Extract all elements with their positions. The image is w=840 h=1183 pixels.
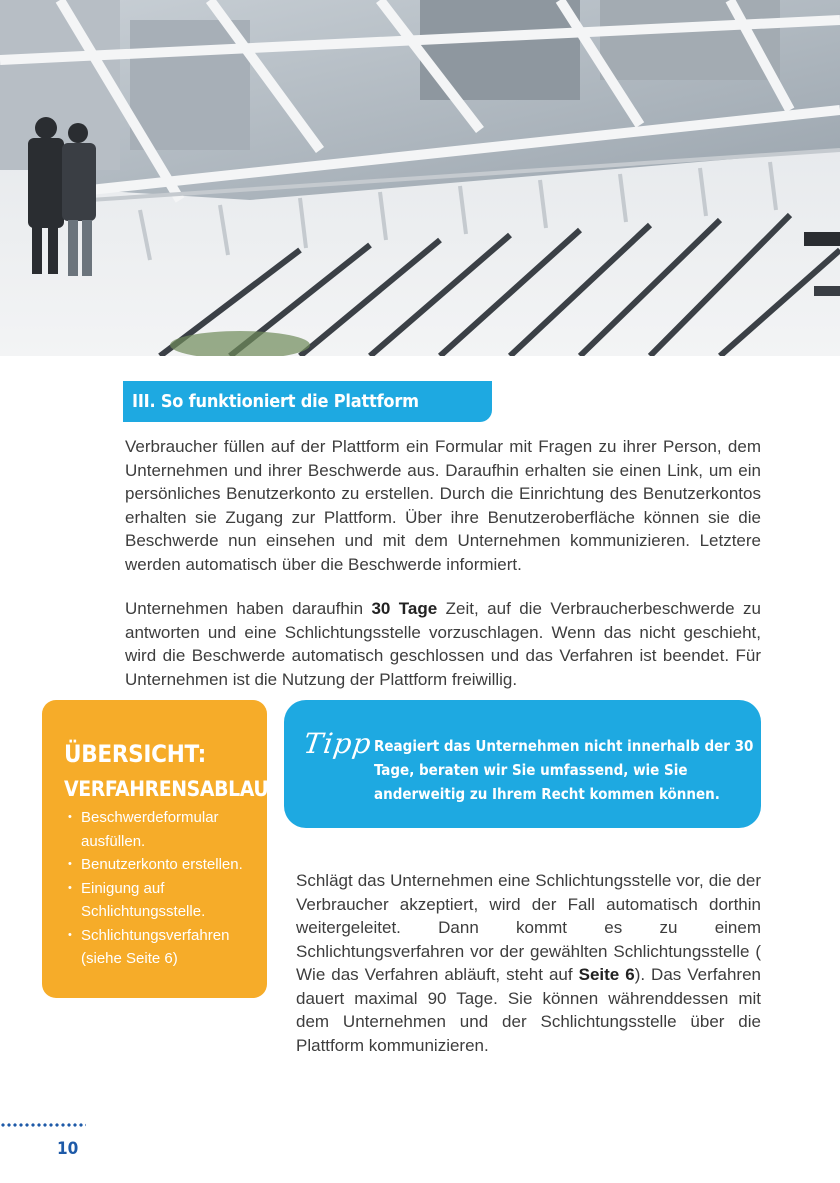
list-item: • Beschwerdeformular ausfüllen. bbox=[68, 806, 258, 853]
overview-box bbox=[42, 700, 281, 998]
overview-title: ÜBERSICHT: bbox=[64, 740, 206, 768]
hero-photo-illustration bbox=[0, 0, 840, 356]
tip-label: Tipp bbox=[301, 727, 374, 760]
list-item: • Benutzerkonto erstellen. bbox=[68, 853, 258, 877]
section-heading-text: III. So funktioniert die Plattform bbox=[132, 391, 419, 412]
list-item: • Einigung auf Schlichtungsstelle. bbox=[68, 877, 258, 924]
page-reference: Seite 6 bbox=[578, 965, 635, 984]
paragraph-arbitration-end: ). Das Verfahren dauert maximal 90 Tage. Sie können währenddessen mit dem Unternehmen und der Schlichtungsstelle über die Plattform kommunizieren. bbox=[296, 965, 762, 1055]
hero-photo bbox=[0, 0, 840, 356]
overview-subtitle: VERFAHRENSABLAUF bbox=[64, 777, 281, 801]
paragraph-arbitration-start: Schlägt das Unternehmen eine Schlichtungsstelle vor, die der Verbraucher akzeptiert, wird der Fall automatisch dorthin weitergeleitet. Dann kommt es zu einem Schlichtungsverfahren vor der gewählten Schlichtungsstelle ( Wie das Verfahren abläuft, steht auf bbox=[296, 871, 761, 984]
page-number: 10 bbox=[57, 1139, 79, 1159]
paragraph-companies-start: Unternehmen haben daraufhin bbox=[125, 599, 372, 618]
footer-dotted-line bbox=[0, 1122, 86, 1128]
deadline-highlight: 30 Tage bbox=[371, 599, 438, 618]
tip-text: Reagiert das Unternehmen nicht innerhalb der 30 Tage, beraten wir Sie umfassend, wie Sie anderweitig zu Ihrem Recht kommen können. bbox=[374, 737, 754, 803]
list-item: • Schlichtungsverfahren (siehe Seite 6) bbox=[68, 924, 258, 971]
tip-box bbox=[284, 700, 761, 828]
paragraph-arbitration bbox=[296, 869, 761, 1057]
overview-list bbox=[68, 806, 258, 971]
paragraph-companies-end: Zeit, auf die Verbraucherbeschwerde zu antworten und eine Schlichtungsstelle vorzuschlagen. Wenn das nicht geschieht, wird die Beschwerde automatisch geschlossen und das Verfahren ist beendet. Für Unternehmen ist die Nutzung der Plattform freiwillig. bbox=[125, 599, 761, 689]
paragraph-companies bbox=[125, 597, 761, 691]
paragraph-platform-intro: Verbraucher füllen auf der Plattform ein Formular mit Fragen zu ihrer Person, dem Unternehmen und ihrer Beschwerde aus. Daraufhin erhalten sie einen Link, um ein persönliches Benutzerkonto zu erstellen. Durch die Einrichtung des Benutzerkontos erhalten sie Zugang zur Plattform. Über ihre Benutzeroberfläche können sie die Beschwerde nun einsehen und mit dem Unternehmen kommunizieren. Letztere werden automatisch über die Beschwerde informiert. bbox=[125, 437, 761, 574]
section-heading bbox=[123, 381, 492, 422]
